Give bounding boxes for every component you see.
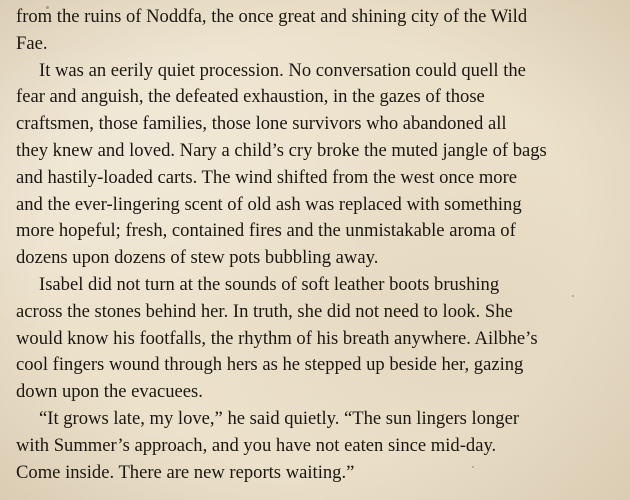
paper-speck	[572, 295, 574, 297]
text-line: Fae.	[16, 32, 48, 54]
paragraph-start-line: “It grows late, my love,” he said quietly. “The sun lingers longer	[39, 407, 520, 429]
paper-speck	[472, 466, 474, 468]
text-line: down upon the evacuees.	[16, 381, 203, 403]
text-line: more hopeful; fresh, contained fires and the unmistakable aroma of	[16, 220, 516, 242]
paragraph-start-line: Isabel did not turn at the sounds of soft leather boots brushing	[39, 273, 500, 295]
paper-speck	[46, 6, 49, 9]
paragraph-start-line: It was an eerily quiet procession. No conversation could quell the	[39, 59, 526, 81]
text-line: fear and anguish, the defeated exhaustion, in the gazes of those	[16, 86, 485, 108]
text-line: and the ever-lingering scent of old ash was replaced with something	[16, 193, 522, 215]
text-line: would know his footfalls, the rhythm of his breath anywhere. Ailbhe’s	[16, 327, 538, 349]
text-line: with Summer’s approach, and you have not eaten since mid-day.	[16, 434, 497, 456]
text-line: from the ruins of Noddfa, the once great and shining city of the Wild	[16, 6, 528, 27]
text-line: Come inside. There are new reports waiting.”	[16, 461, 355, 483]
text-line: craftsmen, those families, those lone survivors who abandoned all	[16, 113, 507, 135]
text-line: and hastily-loaded carts. The wind shifted from the west once more	[16, 166, 518, 188]
text-line: they knew and loved. Nary a child’s cry broke the muted jangle of bags	[16, 139, 547, 161]
page-text	[16, 4, 620, 486]
text-line: cool fingers wound through hers as he stepped up beside her, gazing	[16, 354, 524, 376]
text-line: dozens upon dozens of stew pots bubbling away.	[16, 247, 379, 269]
text-line: across the stones behind her. In truth, she did not need to look. She	[16, 300, 513, 322]
